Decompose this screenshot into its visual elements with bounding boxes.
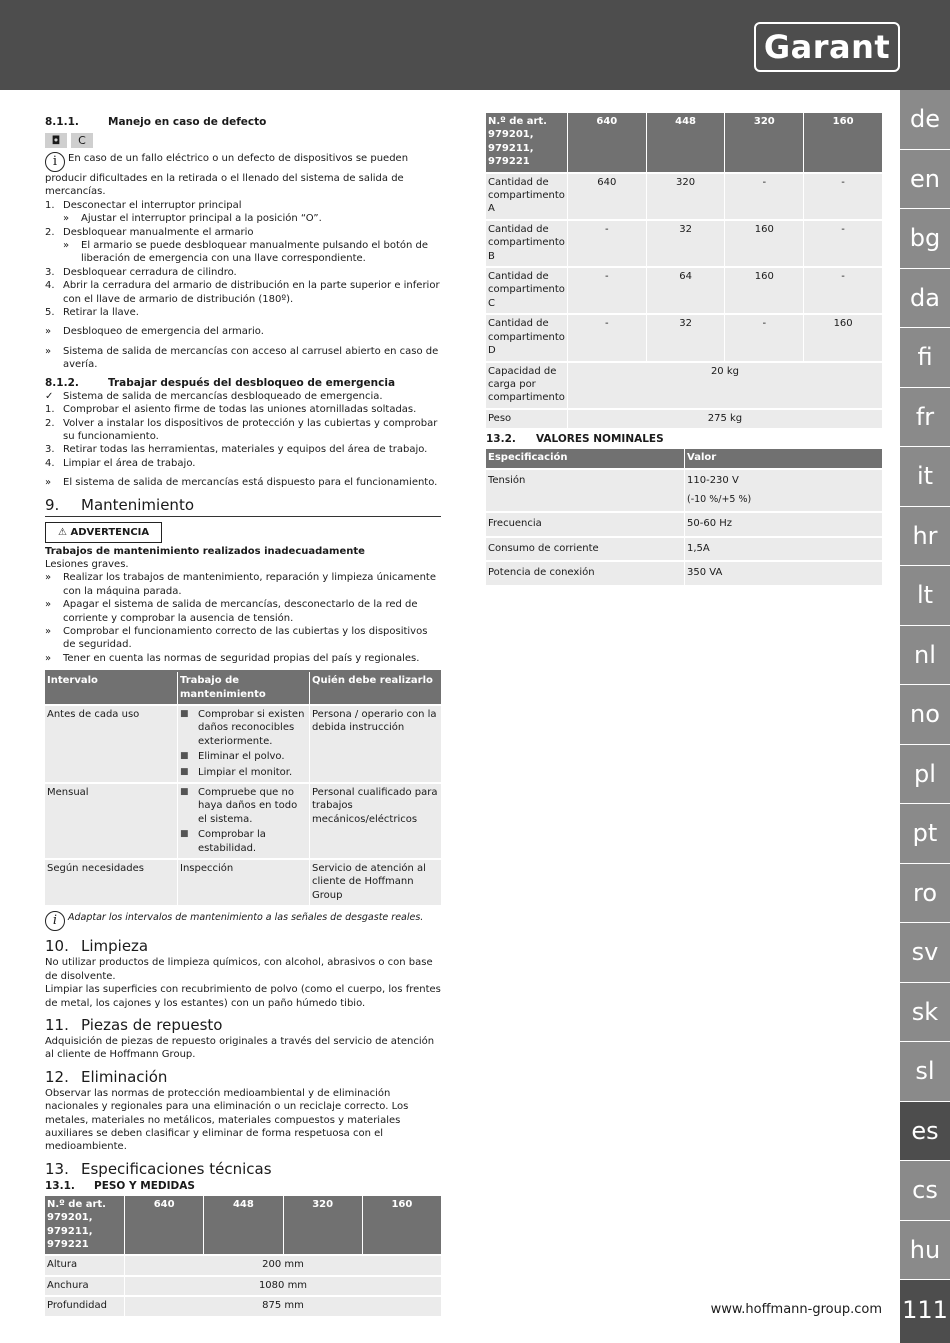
row-value: 1080 mm: [124, 1275, 441, 1295]
paragraph: Limpiar las superficies con recubrimiento de polvo (como el cuerpo, los frentes de metal, los cajones y los estantes) con un paño húmedo tibio.: [45, 984, 441, 1009]
list-text: Ajustar el interruptor principal a la posición “O”.: [81, 213, 322, 225]
table-row: [45, 1295, 441, 1315]
lang-tab-nl[interactable]: nl: [900, 626, 950, 685]
paragraph: Adquisición de piezas de repuesto originales a través del servicio de atención al cliente de Hoffmann Group.: [45, 1035, 435, 1061]
warning-item-text: Comprobar el funcionamiento correcto de las cubiertas y los dispositivos de seguridad.: [63, 625, 428, 651]
tasks-cell: Inspección: [177, 858, 309, 905]
list-marker: »: [45, 572, 52, 584]
table-row: [45, 1275, 441, 1295]
value-cell: [684, 468, 882, 512]
note-text: Adaptar los intervalos de mantenimiento a las señales de desgaste reales.: [68, 912, 424, 924]
section-10-heading: [45, 937, 441, 956]
warning-label-text: ADVERTENCIA: [70, 526, 150, 538]
right-column: [486, 113, 882, 585]
table-header-row: [486, 449, 882, 467]
result-item: [45, 345, 441, 372]
lang-tab-ro[interactable]: ro: [900, 864, 950, 923]
compartment-table: [486, 113, 882, 428]
lang-tab-sv[interactable]: sv: [900, 923, 950, 982]
table-row: [486, 560, 882, 584]
mode-icons: [45, 133, 441, 148]
lang-tab-hr[interactable]: hr: [900, 507, 950, 566]
value-cell: [684, 511, 882, 535]
tasks-cell: [177, 704, 309, 782]
list-item: [45, 443, 441, 456]
procedure-result: » El sistema de salida de mercancías está dispuesto para el funcionamiento.: [45, 477, 438, 489]
section-13-2-heading: [486, 432, 882, 446]
row-value: 875 mm: [124, 1295, 441, 1315]
lang-tab-cs[interactable]: cs: [900, 1161, 950, 1220]
column-header: Quién debe realizarlo: [309, 672, 441, 704]
section-title: Especificaciones técnicas: [81, 1159, 272, 1178]
list-marker: 3.: [45, 266, 55, 278]
table-row: [45, 858, 441, 905]
list-item: [45, 239, 441, 266]
task-text: Comprobar si existen daños reconocibles exteriormente.: [198, 709, 305, 747]
section-13-1-heading: [45, 1179, 441, 1193]
list-text: Retirar la llave.: [63, 307, 139, 319]
value-text: 50-60 Hz: [687, 518, 733, 530]
square-bullet-icon: ■: [180, 829, 189, 840]
lang-tab-bg[interactable]: bg: [900, 209, 950, 268]
table-row: [486, 536, 882, 560]
result-marker: »: [45, 345, 52, 357]
column-header: Especificación: [486, 449, 684, 467]
column-header: 160: [803, 113, 882, 172]
value-cell: [684, 560, 882, 584]
list-text: Abrir la cerradura del armario de distribución en la parte superior e inferior con el llave de armario de distribución (180º).: [63, 280, 440, 305]
paragraph: Observar las normas de protección medioambiental y de eliminación nacionales y regionales para una eliminación o un reciclaje correcto. Los metales, materiales no metálicos, materiales compuestos y materiales auxiliares se deben clasificar y eliminar de forma respetuosa con el medioambiente.: [45, 1087, 409, 1153]
result-text: El sistema de salida de mercancías está dispuesto para el funcionamiento.: [63, 477, 438, 489]
section-title: PESO Y MEDIDAS: [94, 1179, 195, 1192]
warning-label: [45, 522, 162, 543]
weight-dimensions-table: [45, 1196, 441, 1316]
section-8-1-1-heading: [45, 115, 441, 129]
header-bar: [0, 0, 950, 90]
list-marker: 4.: [45, 280, 55, 292]
list-marker: »: [45, 652, 52, 664]
result-marker: »: [45, 326, 52, 338]
cell-value: 640: [567, 172, 646, 219]
cell-value: -: [803, 172, 882, 219]
section-title: Mantenimiento: [81, 495, 194, 514]
square-bullet-icon: ■: [180, 787, 189, 798]
row-value: 20 kg: [567, 361, 882, 408]
maintenance-note: [45, 911, 441, 931]
cell-value: -: [724, 313, 803, 360]
table-row: [486, 172, 882, 219]
section-title: Piezas de repuesto: [81, 1015, 223, 1034]
lang-tab-lt[interactable]: lt: [900, 566, 950, 625]
task-text: Comprobar la estabilidad.: [198, 829, 266, 854]
nominal-values-table: [486, 449, 882, 584]
interval-cell: Mensual: [45, 782, 177, 858]
list-marker: 3.: [45, 444, 55, 456]
row-label: Peso: [486, 408, 567, 428]
column-header: 640: [124, 1196, 203, 1255]
list-marker: »: [63, 213, 70, 225]
column-header: N.º de art. 979201, 979211, 979221: [486, 113, 567, 172]
row-value: 275 kg: [567, 408, 882, 428]
row-label: Cantidad de compartimento D: [486, 313, 567, 360]
lang-tab-hu[interactable]: hu: [900, 1221, 950, 1280]
list-item: [45, 279, 441, 306]
lang-tab-sk[interactable]: sk: [900, 983, 950, 1042]
page-number: 111: [900, 1280, 950, 1343]
result-item: [45, 325, 441, 338]
column-header: 448: [646, 113, 725, 172]
footer-url[interactable]: www.hoffmann-group.com: [710, 1302, 882, 1317]
cell-value: -: [803, 219, 882, 266]
lang-tab-sl[interactable]: sl: [900, 1042, 950, 1101]
procedure-steps: [45, 403, 441, 470]
cell-value: -: [803, 266, 882, 313]
column-header: Valor: [684, 449, 882, 467]
info-icon: i: [45, 152, 65, 172]
table-header-row: [486, 113, 882, 172]
list-item: [45, 212, 441, 225]
lang-tab-es[interactable]: es: [900, 1102, 950, 1161]
c-mode-icon: C: [71, 133, 93, 148]
row-label: Capacidad de carga por compartimento: [486, 361, 567, 408]
table-header-row: [45, 1196, 441, 1255]
lang-tab-fr[interactable]: fr: [900, 388, 950, 447]
check-icon: ✓: [45, 390, 54, 402]
info-icon: i: [45, 911, 65, 931]
section-13-heading: [45, 1160, 441, 1179]
task-item: [180, 766, 307, 779]
section-number: 9.: [45, 495, 60, 514]
list-item: [45, 199, 441, 212]
interval-cell: Antes de cada uso: [45, 704, 177, 782]
brand-logo: Garant: [754, 22, 900, 72]
list-item: [45, 457, 441, 470]
list-text: Volver a instalar los dispositivos de protección y las cubiertas y comprobar su funcionamiento.: [63, 417, 438, 442]
table-row: [45, 1254, 441, 1274]
table-header-row: [45, 672, 441, 704]
section-number: 12.: [45, 1067, 69, 1086]
language-sidebar: [900, 90, 950, 1280]
row-value: 200 mm: [124, 1254, 441, 1274]
tasks-cell: [177, 782, 309, 858]
warning-triangle-icon: ⚠: [58, 526, 67, 538]
row-label: Cantidad de compartimento C: [486, 266, 567, 313]
cell-value: 32: [646, 219, 725, 266]
spec-cell: Potencia de conexión: [486, 560, 684, 584]
lang-tab-de[interactable]: de: [900, 90, 950, 149]
list-marker: »: [45, 599, 52, 611]
section-number: 8.1.2.: [45, 376, 79, 389]
square-bullet-icon: ■: [180, 766, 189, 777]
square-bullet-icon: ■: [180, 709, 189, 719]
section-9-heading: [45, 496, 441, 517]
list-item: [45, 266, 441, 279]
precondition-text: Sistema de salida de mercancías desbloqueado de emergencia.: [63, 390, 383, 402]
column-header: 160: [362, 1196, 441, 1255]
list-item: [45, 403, 441, 416]
cell-value: 64: [646, 266, 725, 313]
warning-item-text: Realizar los trabajos de mantenimiento, reparación y limpieza únicamente con la máquina parada.: [63, 572, 436, 597]
cell-value: -: [567, 219, 646, 266]
procedure-steps: [45, 199, 441, 320]
interval-cell: Según necesidades: [45, 858, 177, 905]
warning-title: Trabajos de mantenimiento realizados inadecuadamente: [45, 545, 365, 557]
list-text: Desbloquear manualmente el armario: [63, 226, 254, 238]
list-item: [45, 226, 441, 239]
procedure-results: [45, 325, 441, 371]
table-row: [45, 704, 441, 782]
warning-item-text: Apagar el sistema de salida de mercancías, desconectarlo de la red de corriente y comprobar la ausencia de tensión.: [63, 599, 418, 624]
row-label: Profundidad: [45, 1295, 124, 1315]
column-header: N.º de art. 979201, 979211, 979221: [45, 1196, 124, 1255]
square-bullet-icon: ■: [180, 751, 189, 762]
table-row: [486, 361, 882, 408]
task-item: [180, 828, 307, 855]
spec-cell: Tensión: [486, 468, 684, 512]
table-row: [486, 511, 882, 535]
cell-value: -: [724, 172, 803, 219]
lang-tab-pt[interactable]: pt: [900, 804, 950, 863]
list-text: Retirar todas las herramientas, materiales y equipos del área de trabajo.: [63, 444, 428, 456]
table-row: [486, 468, 882, 512]
section-title: Eliminación: [81, 1067, 168, 1086]
section-12-heading: [45, 1068, 441, 1087]
info-paragraph: [45, 152, 441, 199]
warning-item: [45, 598, 441, 625]
result-text: Desbloqueo de emergencia del armario.: [63, 326, 264, 338]
value-text: 350 VA: [687, 567, 723, 579]
spec-cell: Frecuencia: [486, 511, 684, 535]
section-title: Trabajar después del desbloqueo de emergencia: [108, 376, 396, 389]
warning-item-text: Tener en cuenta las normas de seguridad propias del país y regionales.: [63, 652, 420, 664]
list-marker: »: [45, 625, 52, 637]
paragraph: No utilizar productos de limpieza químicos, con alcohol, abrasivos o con base de disolvente.: [45, 957, 433, 982]
section-number: 13.2.: [486, 433, 516, 446]
section-title: Limpieza: [81, 937, 149, 956]
section-number: 13.: [45, 1159, 69, 1178]
table-row: [486, 408, 882, 428]
list-marker: 4.: [45, 457, 55, 469]
task-item: [180, 708, 307, 748]
result-text: Sistema de salida de mercancías con acceso al carrusel abierto en caso de avería.: [63, 345, 439, 371]
lang-tab-fi[interactable]: fi: [900, 328, 950, 387]
cell-value: -: [567, 313, 646, 360]
cell-value: -: [567, 266, 646, 313]
list-marker: »: [63, 240, 70, 252]
list-marker: 2.: [45, 226, 55, 238]
section-number: 11.: [45, 1015, 69, 1034]
who-cell: Personal cualificado para trabajos mecánicos/eléctricos: [309, 782, 441, 858]
who-cell: Servicio de atención al cliente de Hoffmann Group: [309, 858, 441, 905]
table-row: [45, 782, 441, 858]
column-header: Intervalo: [45, 672, 177, 704]
task-item: [180, 750, 307, 763]
row-label: Cantidad de compartimento B: [486, 219, 567, 266]
row-label: Anchura: [45, 1275, 124, 1295]
list-marker: 5.: [45, 307, 55, 319]
list-text: Desconectar el interruptor principal: [63, 199, 242, 211]
left-column: [45, 113, 441, 1316]
camera-icon: ◘: [45, 133, 67, 148]
column-header: 320: [283, 1196, 362, 1255]
list-marker: 1.: [45, 199, 55, 211]
warning-item: [45, 652, 441, 665]
value-text: 110-230 V: [687, 474, 739, 486]
maintenance-table: [45, 670, 441, 905]
value-tolerance: (-10 %/+5 %): [687, 493, 752, 505]
list-text: Comprobar el asiento firme de todas las uniones atornilladas soltadas.: [63, 404, 417, 416]
row-label: Altura: [45, 1254, 124, 1274]
cell-value: 320: [646, 172, 725, 219]
warning-item: [45, 625, 441, 652]
list-item: [45, 306, 441, 319]
who-cell: Persona / operario con la debida instrucción: [309, 704, 441, 782]
section-number: 10.: [45, 937, 69, 956]
section-title: Manejo en caso de defecto: [108, 116, 267, 128]
list-marker: 1.: [45, 404, 55, 416]
cell-value: 32: [646, 313, 725, 360]
table-row: [486, 219, 882, 266]
precondition: [45, 390, 441, 403]
section-11-heading: [45, 1016, 441, 1035]
info-text: En caso de un fallo eléctrico o un defecto de dispositivos se pueden producir dificultades en la retirada o el llenado del sistema de salida de mercancías.: [45, 153, 409, 198]
warning-item: [45, 571, 441, 598]
cell-value: 160: [724, 219, 803, 266]
list-item: [45, 417, 441, 444]
list-marker: 2.: [45, 417, 55, 429]
warning-items: [45, 571, 441, 665]
value-text: 1,5A: [687, 542, 710, 554]
column-header: Trabajo de mantenimiento: [177, 672, 309, 704]
lang-tab-it[interactable]: it: [900, 447, 950, 506]
task-item: [180, 786, 307, 826]
section-number: 13.1.: [45, 1179, 75, 1192]
section-title: VALORES NOMINALES: [536, 433, 664, 446]
list-text: Limpiar el área de trabajo.: [63, 457, 196, 469]
lang-tab-pl[interactable]: pl: [900, 745, 950, 804]
table-row: [486, 266, 882, 313]
column-header: 320: [724, 113, 803, 172]
value-cell: [684, 536, 882, 560]
column-header: 640: [567, 113, 646, 172]
task-text: Limpiar el monitor.: [198, 766, 293, 778]
lang-tab-en[interactable]: en: [900, 150, 950, 209]
cell-value: 160: [724, 266, 803, 313]
task-text: Eliminar el polvo.: [198, 751, 285, 763]
lang-tab-no[interactable]: no: [900, 685, 950, 744]
table-row: [486, 313, 882, 360]
spec-cell: Consumo de corriente: [486, 536, 684, 560]
section-number: 8.1.1.: [45, 116, 79, 128]
row-label: Cantidad de compartimento A: [486, 172, 567, 219]
lang-tab-da[interactable]: da: [900, 269, 950, 328]
list-text: El armario se puede desbloquear manualmente pulsando el botón de liberación de emergencia con una llave correspondiente.: [81, 240, 429, 265]
column-header: 448: [203, 1196, 282, 1255]
cell-value: 160: [803, 313, 882, 360]
list-text: Desbloquear cerradura de cilindro.: [63, 266, 237, 278]
warning-sub: Lesiones graves.: [45, 558, 129, 570]
section-8-1-2-heading: [45, 376, 441, 390]
task-text: Compruebe que no haya daños en todo el sistema.: [198, 787, 298, 825]
